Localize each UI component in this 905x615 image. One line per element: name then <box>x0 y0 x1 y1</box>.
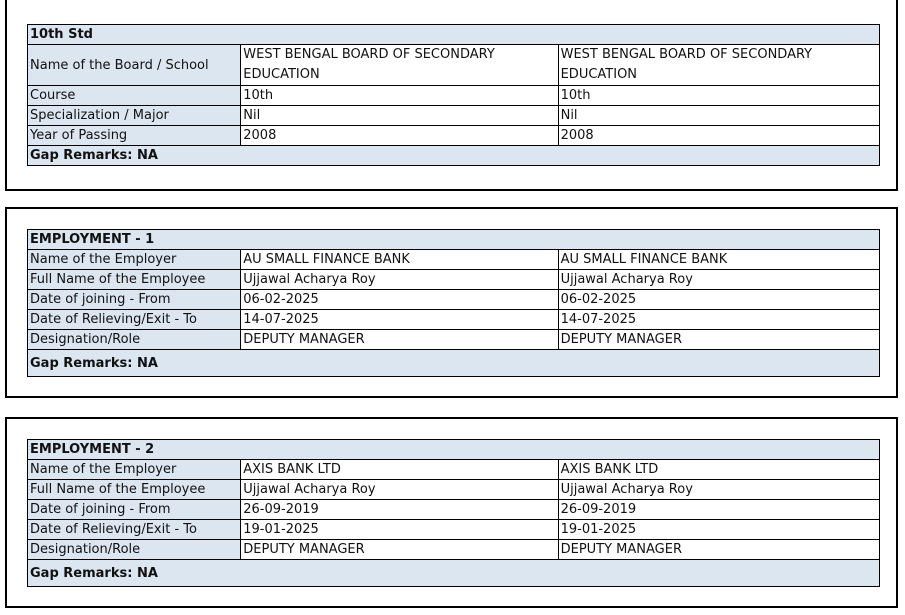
row-value-secondary: Ujjawal Acharya Roy <box>558 270 879 290</box>
table-row <box>28 480 880 500</box>
row-value-secondary: DEPUTY MANAGER <box>558 330 879 350</box>
gap-remarks-row <box>28 146 880 166</box>
row-label: Date of Relieving/Exit - To <box>28 520 241 540</box>
table-row <box>28 270 880 290</box>
table-row <box>28 250 880 270</box>
table-header-row <box>28 230 880 250</box>
row-label: Specialization / Major <box>28 106 241 126</box>
row-value-primary: 2008 <box>241 126 558 146</box>
table-row <box>28 86 880 106</box>
row-label: Designation/Role <box>28 540 241 560</box>
row-value-secondary: 19-01-2025 <box>558 520 879 540</box>
row-label: Course <box>28 86 241 106</box>
row-value-secondary: 2008 <box>558 126 879 146</box>
employment-1-table <box>27 229 880 377</box>
gap-remarks-row <box>28 350 880 377</box>
table-header-row <box>28 440 880 460</box>
row-value-primary: Ujjawal Acharya Roy <box>241 480 558 500</box>
row-value-secondary: 14-07-2025 <box>558 310 879 330</box>
section-title: EMPLOYMENT - 2 <box>28 440 880 460</box>
gap-remarks: Gap Remarks: NA <box>28 146 880 166</box>
employment-2-panel <box>5 417 898 608</box>
row-label: Name of the Board / School <box>28 45 241 86</box>
row-label: Full Name of the Employee <box>28 270 241 290</box>
table-row <box>28 126 880 146</box>
row-label: Date of joining - From <box>28 500 241 520</box>
row-label: Year of Passing <box>28 126 241 146</box>
gap-remarks: Gap Remarks: NA <box>28 560 880 587</box>
row-label: Designation/Role <box>28 330 241 350</box>
row-value-secondary: WEST BENGAL BOARD OF SECONDARY EDUCATION <box>558 45 879 86</box>
gap-remarks-row <box>28 560 880 587</box>
section-title: EMPLOYMENT - 1 <box>28 230 880 250</box>
table-row <box>28 540 880 560</box>
section-title: 10th Std <box>28 25 880 45</box>
row-value-secondary: Ujjawal Acharya Roy <box>558 480 879 500</box>
row-value-primary: WEST BENGAL BOARD OF SECONDARY EDUCATION <box>241 45 558 86</box>
row-value-primary: 14-07-2025 <box>241 310 558 330</box>
table-row <box>28 45 880 86</box>
education-table <box>27 24 880 166</box>
table-row <box>28 460 880 480</box>
table-row <box>28 310 880 330</box>
table-row <box>28 106 880 126</box>
row-label: Date of joining - From <box>28 290 241 310</box>
table-row <box>28 290 880 310</box>
employment-2-table <box>27 439 880 587</box>
table-row <box>28 500 880 520</box>
row-label: Name of the Employer <box>28 460 241 480</box>
education-panel <box>5 0 898 191</box>
table-row <box>28 520 880 540</box>
row-value-secondary: 06-02-2025 <box>558 290 879 310</box>
row-value-primary: DEPUTY MANAGER <box>241 540 558 560</box>
row-value-primary: DEPUTY MANAGER <box>241 330 558 350</box>
row-value-primary: Ujjawal Acharya Roy <box>241 270 558 290</box>
row-value-primary: 10th <box>241 86 558 106</box>
row-label: Full Name of the Employee <box>28 480 241 500</box>
row-value-primary: AU SMALL FINANCE BANK <box>241 250 558 270</box>
row-value-secondary: DEPUTY MANAGER <box>558 540 879 560</box>
row-value-primary: 26-09-2019 <box>241 500 558 520</box>
row-value-secondary: 26-09-2019 <box>558 500 879 520</box>
row-value-primary: AXIS BANK LTD <box>241 460 558 480</box>
row-label: Date of Relieving/Exit - To <box>28 310 241 330</box>
row-value-primary: Nil <box>241 106 558 126</box>
row-value-primary: 06-02-2025 <box>241 290 558 310</box>
gap-remarks: Gap Remarks: NA <box>28 350 880 377</box>
row-value-secondary: Nil <box>558 106 879 126</box>
employment-1-panel <box>5 207 898 398</box>
row-value-secondary: 10th <box>558 86 879 106</box>
row-value-secondary: AXIS BANK LTD <box>558 460 879 480</box>
row-value-secondary: AU SMALL FINANCE BANK <box>558 250 879 270</box>
row-label: Name of the Employer <box>28 250 241 270</box>
table-header-row <box>28 25 880 45</box>
row-value-primary: 19-01-2025 <box>241 520 558 540</box>
table-row <box>28 330 880 350</box>
